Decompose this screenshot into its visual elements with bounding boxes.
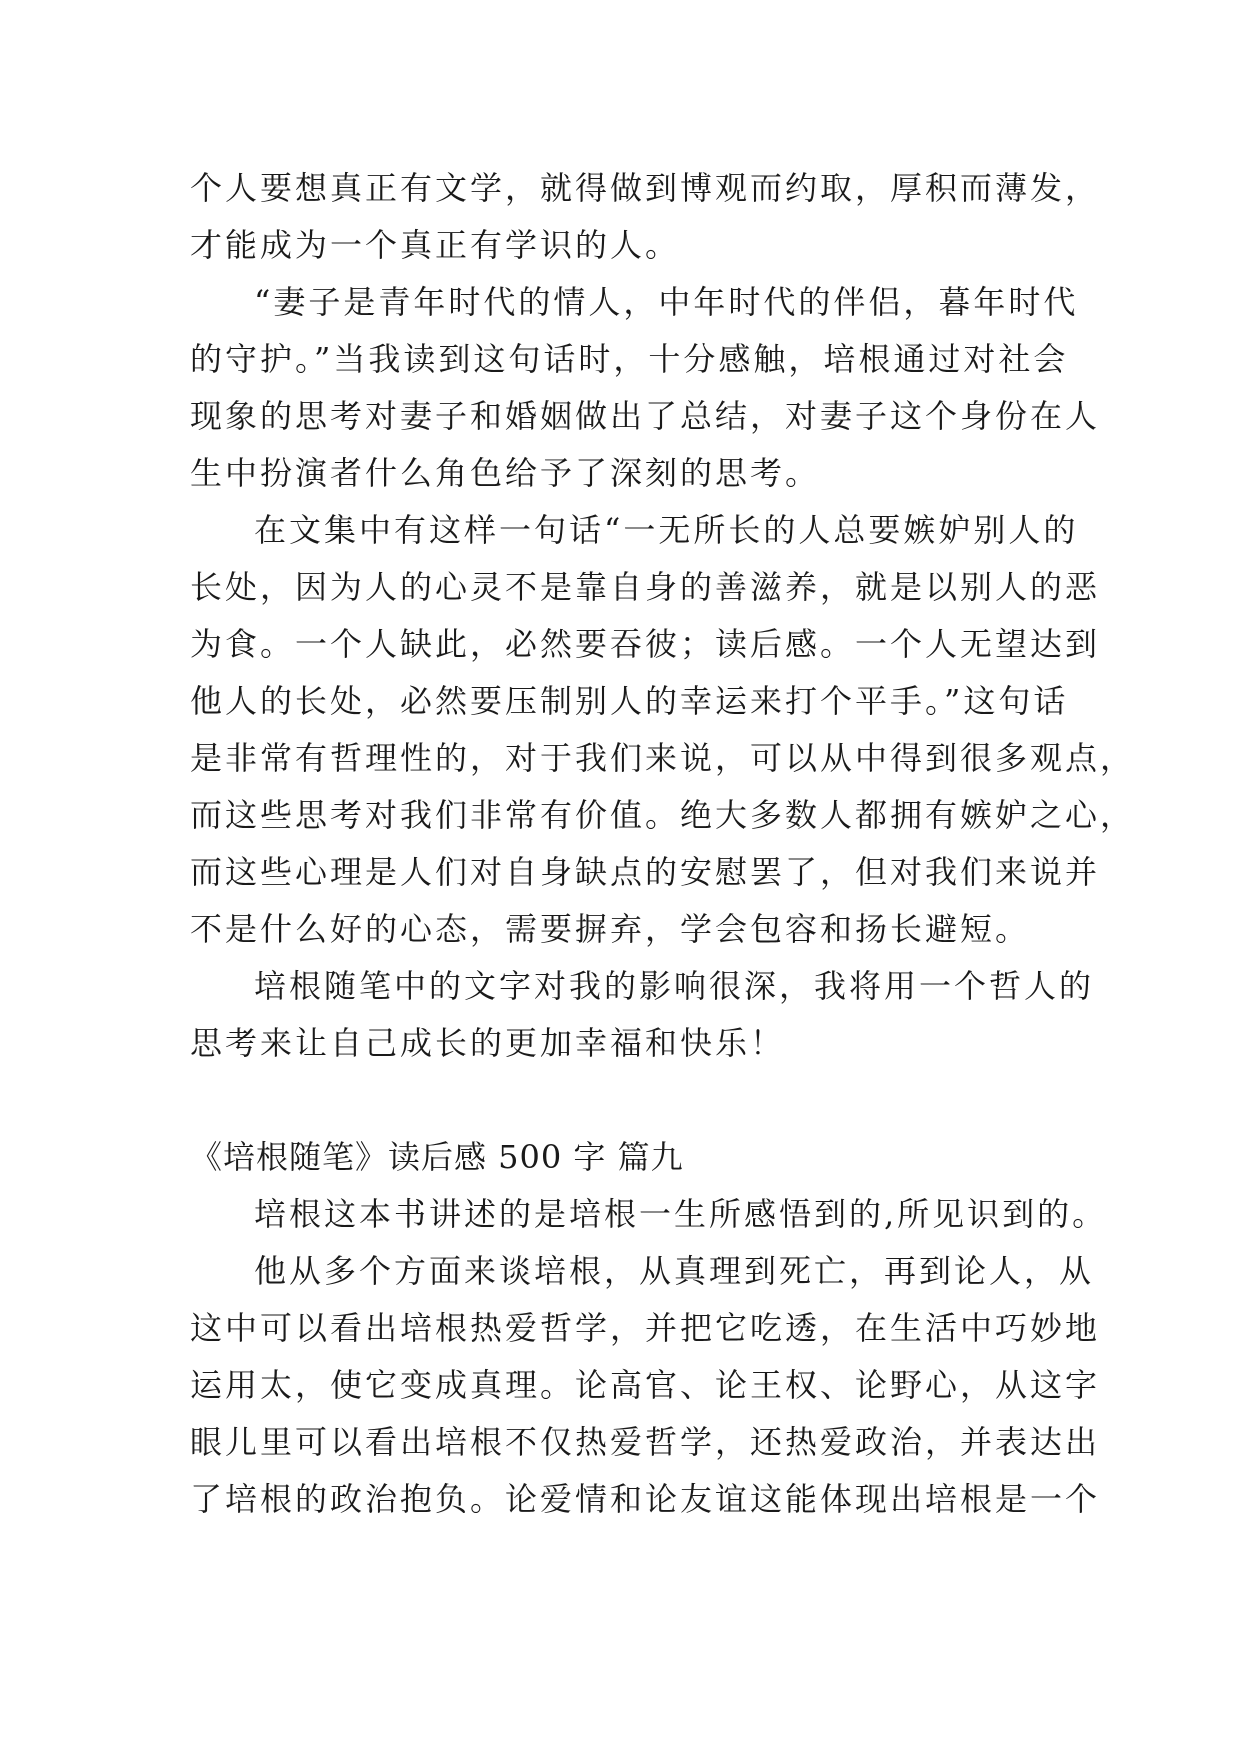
- paragraph-line: 个人要想真正有文学，就得做到博观而约取，厚积而薄发，: [190, 169, 1101, 207]
- paragraph-line: 在文集中有这样一句话“一无所长的人总要嫉妒别人的: [254, 511, 1079, 549]
- paragraph-gap: [190, 1072, 1060, 1129]
- paragraph-line: 的守护。”当我读到这句话时，十分感触，培根通过对社会: [190, 340, 1069, 378]
- paragraph-line: 眼儿里可以看出培根不仅热爱哲学，还热爱政治，并表达出: [190, 1423, 1101, 1461]
- document-body: [190, 160, 1136, 1528]
- paragraph-line: 运用太，使它变成真理。论高官、论王权、论野心，从这字: [190, 1366, 1101, 1404]
- paragraph-line: 是非常有哲理性的，对于我们来说，可以从中得到很多观点，: [190, 739, 1136, 777]
- paragraph-line: “妻子是青年时代的情人，中年时代的伴侣，暮年时代: [254, 283, 1079, 321]
- paragraph-line: 不是什么好的心态，需要摒弃，学会包容和扬长避短。: [190, 910, 1031, 948]
- paragraph-line: 才能成为一个真正有学识的人。: [190, 226, 681, 264]
- section-heading: 《培根随笔》读后感 500 字 篇九: [190, 1138, 684, 1176]
- paragraph-line: 现象的思考对妻子和婚姻做出了总结，对妻子这个身份在人: [190, 397, 1101, 435]
- paragraph-line: 为食。一个人缺此，必然要吞彼；读后感。一个人无望达到: [190, 625, 1101, 663]
- paragraph-line: 这中可以看出培根热爱哲学，并把它吃透，在生活中巧妙地: [190, 1309, 1101, 1347]
- paragraph-line: 思考来让自己成长的更加幸福和快乐！: [190, 1024, 786, 1062]
- paragraph-line: 培根这本书讲述的是培根一生所感悟到的,所见识到的。: [254, 1195, 1108, 1233]
- paragraph-line: 而这些心理是人们对自身缺点的安慰罢了，但对我们来说并: [190, 853, 1101, 891]
- paragraph-line: 培根随笔中的文字对我的影响很深，我将用一个哲人的: [254, 967, 1095, 1005]
- paragraph-line: 长处，因为人的心灵不是靠自身的善滋养，就是以别人的恶: [190, 568, 1101, 606]
- paragraph-line: 了培根的政治抱负。论爱情和论友谊这能体现出培根是一个: [190, 1480, 1101, 1518]
- paragraph-line: 生中扮演者什么角色给予了深刻的思考。: [190, 454, 821, 492]
- paragraph-line: 而这些思考对我们非常有价值。绝大多数人都拥有嫉妒之心，: [190, 796, 1136, 834]
- paragraph-line: 他从多个方面来谈培根，从真理到死亡，再到论人，从: [254, 1252, 1095, 1290]
- paragraph-line: 他人的长处，必然要压制别人的幸运来打个平手。”这句话: [190, 682, 1069, 720]
